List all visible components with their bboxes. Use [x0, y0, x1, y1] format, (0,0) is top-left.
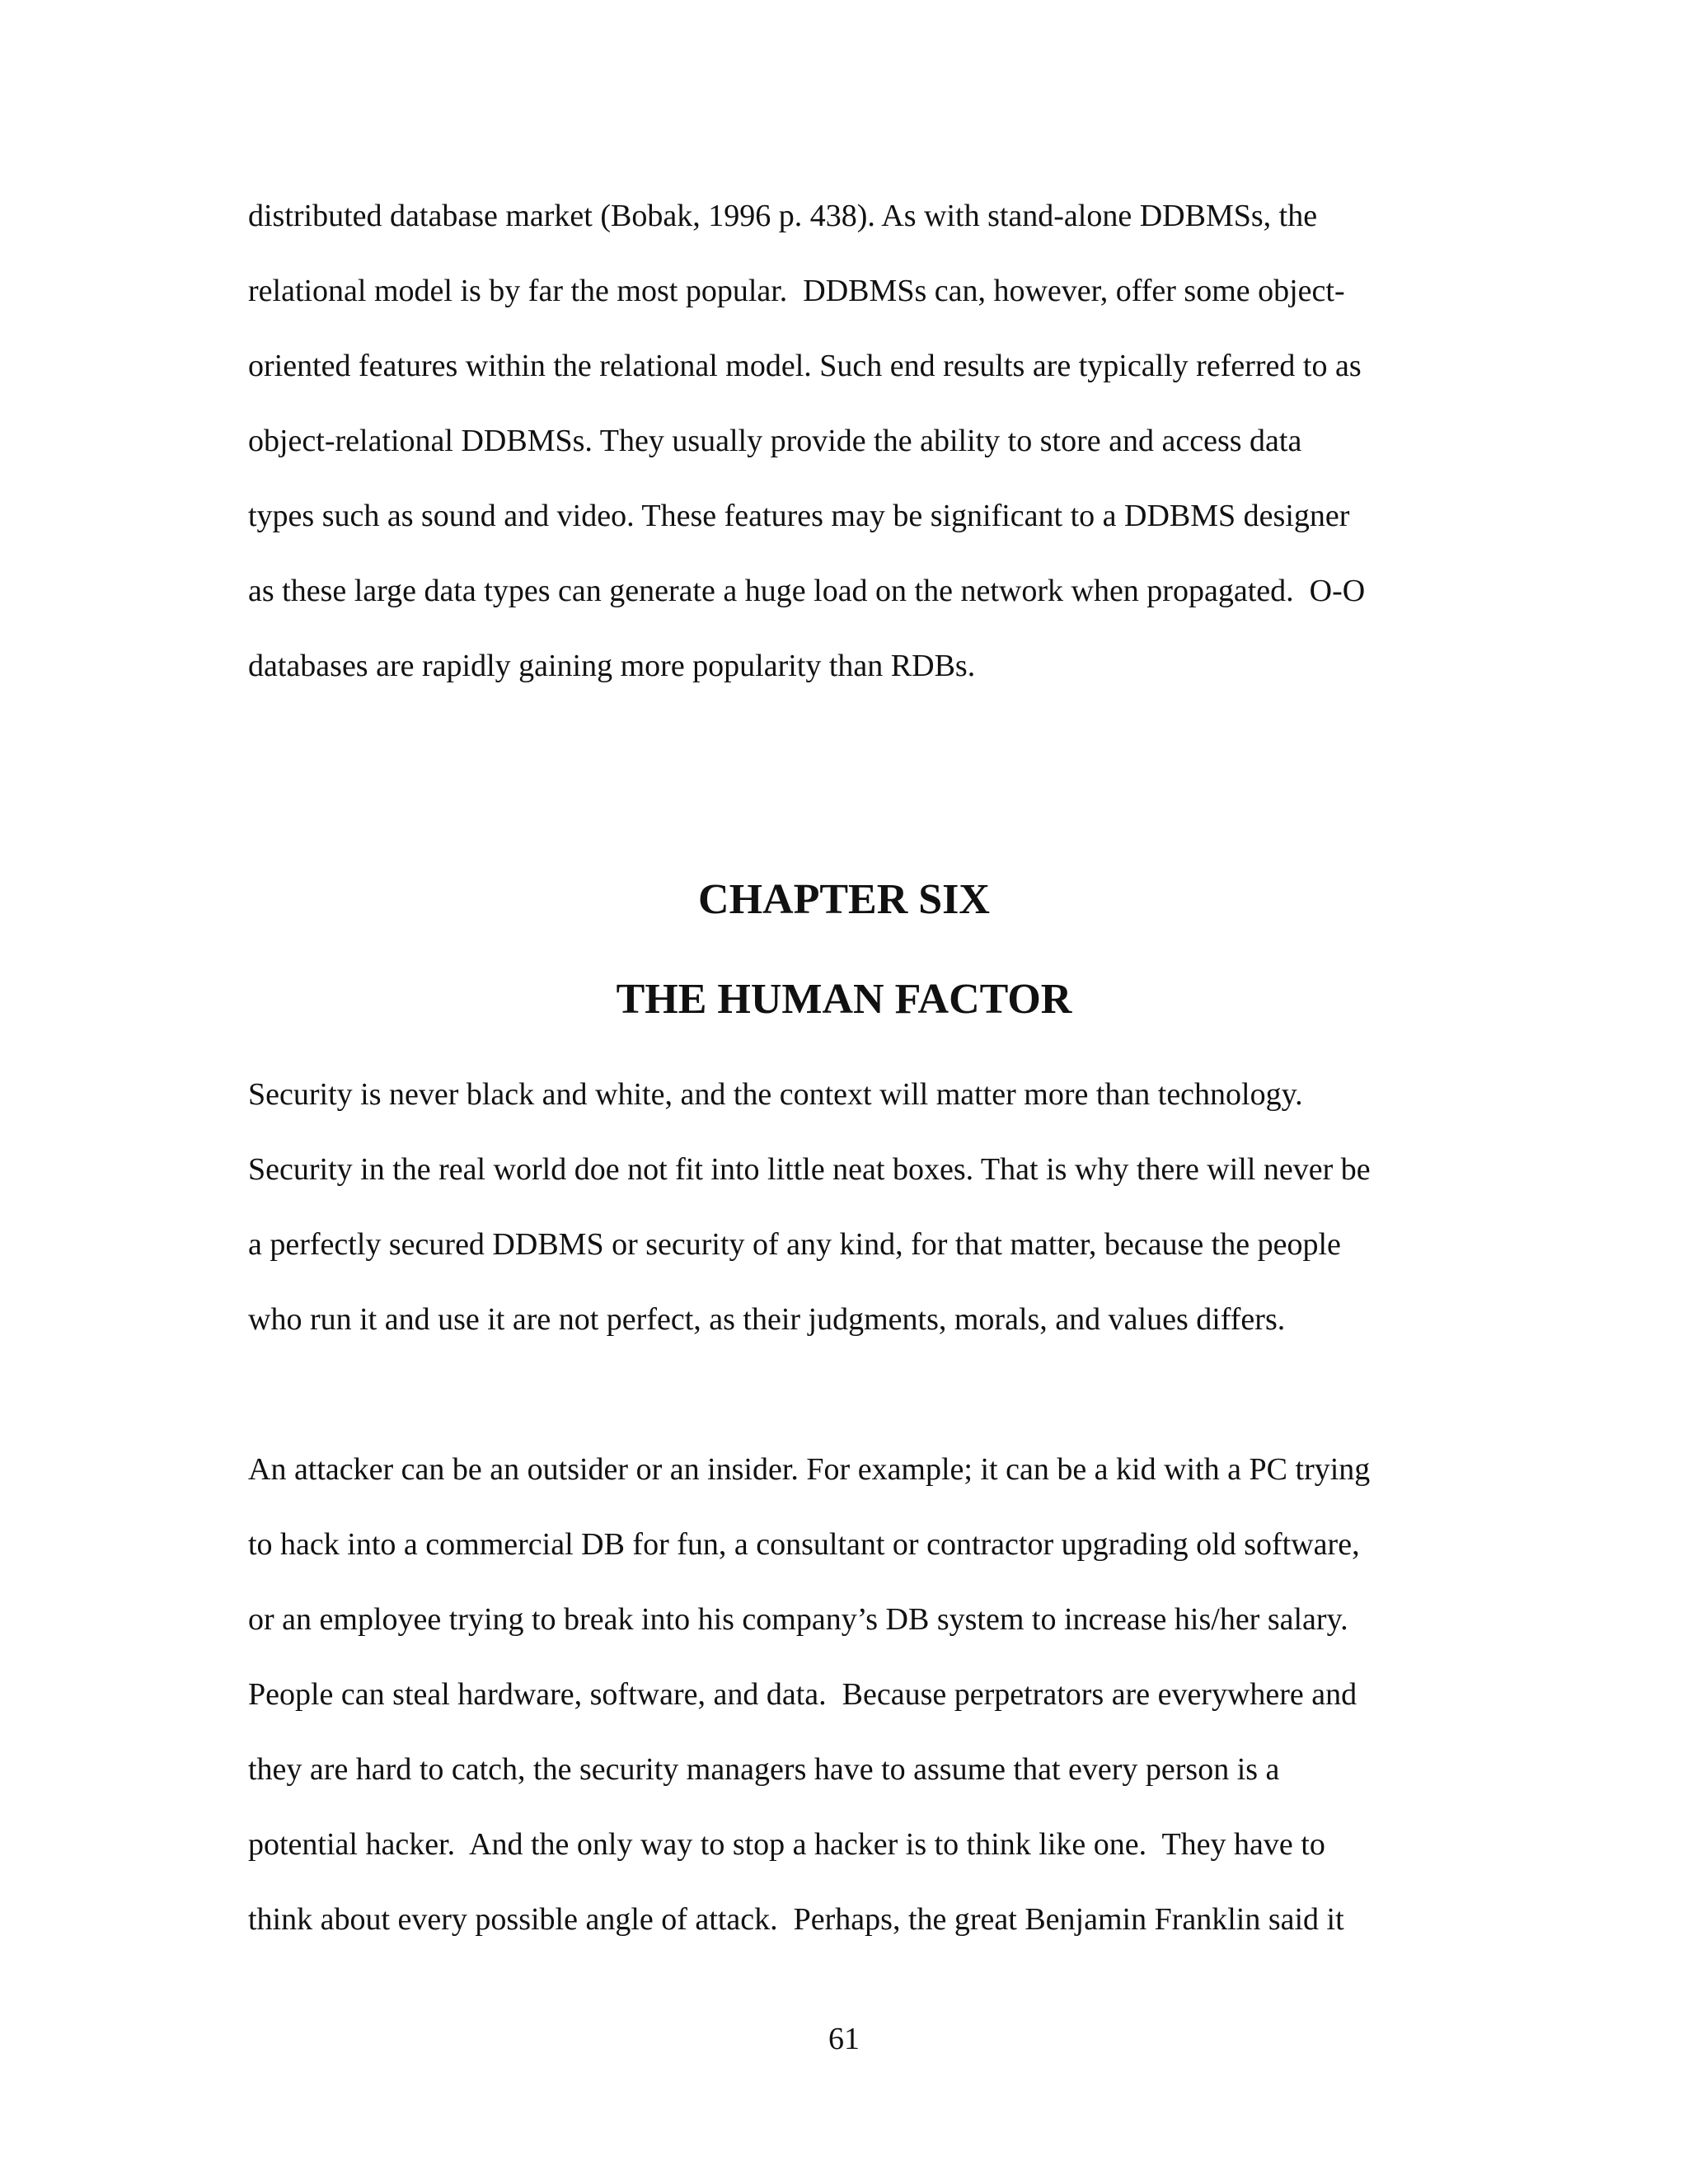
paragraph-3-line-7: think about every possible angle of attack. Perhaps, the great Benjamin Franklin said it	[248, 1902, 1344, 1937]
page-number: 61	[828, 2022, 860, 2056]
chapter-title-heading: THE HUMAN FACTOR	[616, 976, 1072, 1023]
paragraph-3-line-4: People can steal hardware, software, and data. Because perpetrators are everywhere and	[248, 1677, 1357, 1712]
paragraph-1-line-1: distributed database market (Bobak, 1996 p. 438). As with stand-alone DDBMSs, the	[248, 199, 1318, 233]
paragraph-1-line-5: types such as sound and video. These features may be significant to a DDBMS designer	[248, 499, 1350, 533]
paragraph-1-line-4: object-relational DDBMSs. They usually provide the ability to store and access data	[248, 424, 1302, 458]
paragraph-2-line-4: who run it and use it are not perfect, as their judgments, morals, and values differs.	[248, 1302, 1286, 1337]
paragraph-3-line-1: An attacker can be an outsider or an insider. For example; it can be a kid with a PC trying	[248, 1452, 1371, 1487]
paragraph-1-line-6: as these large data types can generate a huge load on the network when propagated. O-O	[248, 574, 1366, 608]
paragraph-2-line-1: Security is never black and white, and the context will matter more than technology.	[248, 1077, 1303, 1112]
paragraph-2-line-3: a perfectly secured DDBMS or security of any kind, for that matter, because the people	[248, 1227, 1341, 1262]
paragraph-1-line-7: databases are rapidly gaining more popularity than RDBs.	[248, 649, 976, 683]
paragraph-3-line-3: or an employee trying to break into his company’s DB system to increase his/her salary.	[248, 1602, 1348, 1637]
chapter-number-heading: CHAPTER SIX	[698, 876, 990, 923]
paragraph-1-line-3: oriented features within the relational model. Such end results are typically referred to as	[248, 349, 1362, 383]
paragraph-3-line-5: they are hard to catch, the security managers have to assume that every person is a	[248, 1752, 1280, 1787]
paragraph-3-line-2: to hack into a commercial DB for fun, a consultant or contractor upgrading old software,	[248, 1527, 1360, 1562]
paragraph-2-line-2: Security in the real world doe not fit into little neat boxes. That is why there will never be	[248, 1152, 1371, 1187]
paragraph-1-line-2: relational model is by far the most popular. DDBMSs can, however, offer some object-	[248, 274, 1345, 308]
paragraph-3-line-6: potential hacker. And the only way to stop a hacker is to think like one. They have to	[248, 1827, 1325, 1862]
